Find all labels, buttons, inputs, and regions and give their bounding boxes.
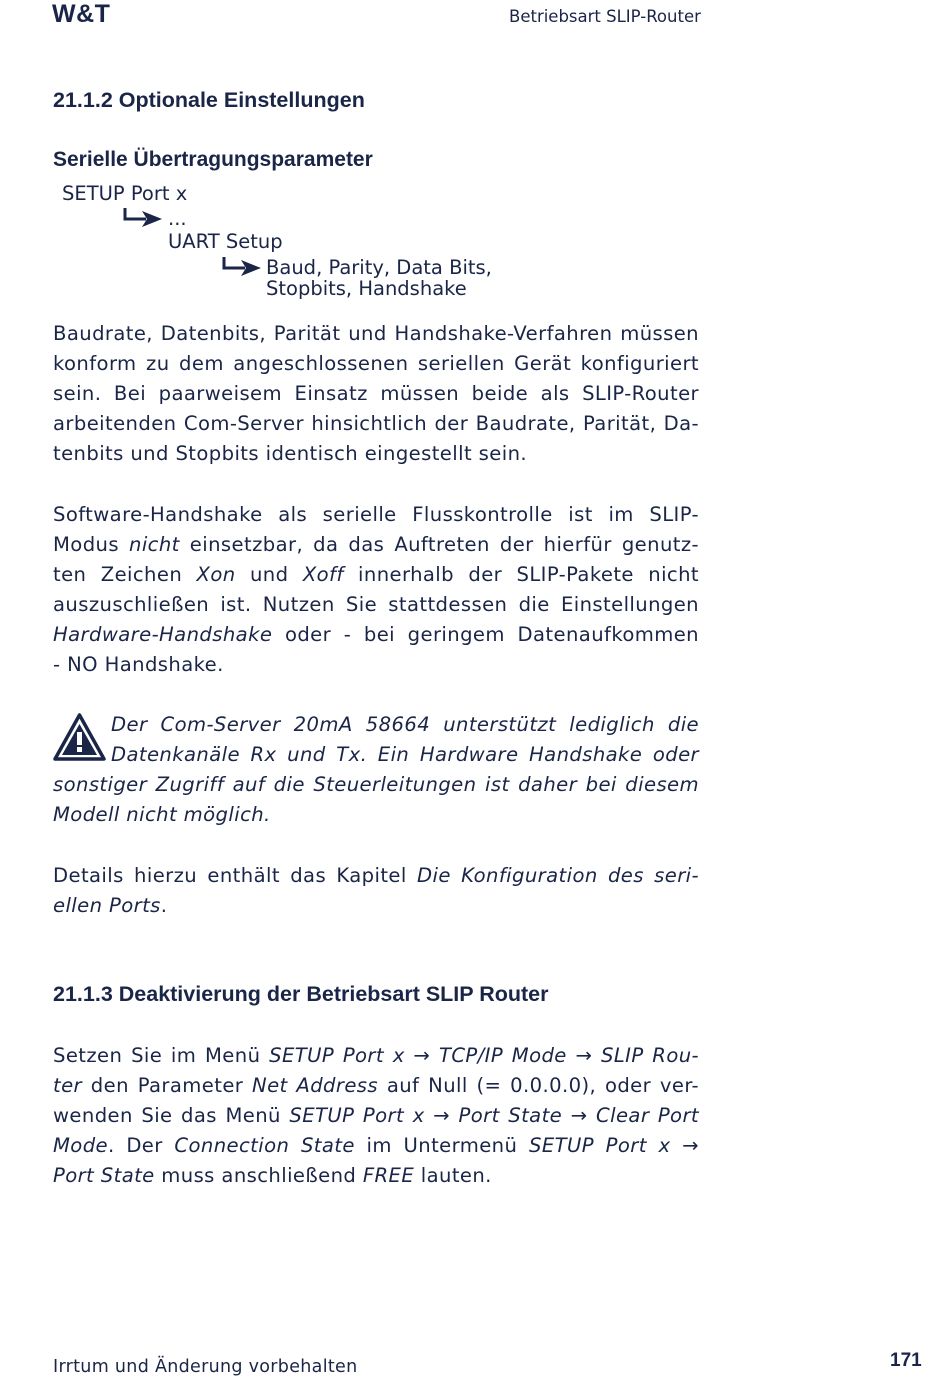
text-line: wenden Sie das Menü SETUP Port x → Port State → Clear Port bbox=[53, 1104, 699, 1127]
text-line: Software-Handshake als serielle Flusskontrolle ist im SLIP- bbox=[53, 503, 699, 526]
menu-path-level1: SETUP Port x bbox=[62, 182, 188, 205]
paragraph-deactivation bbox=[53, 1041, 699, 1191]
text-line: ellen Ports. bbox=[53, 894, 168, 917]
text-line: ter den Parameter Net Address auf Null (= 0.0.0.0), oder ver- bbox=[53, 1074, 700, 1097]
text-line: Datenkanäle Rx und Tx. Ein Hardware Handshake oder bbox=[111, 743, 699, 766]
section-heading-optional-settings: 21.1.2 Optionale Einstellungen bbox=[53, 88, 365, 112]
text-line: sonstiger Zugriff auf die Steuerleitungen ist daher bei diesem bbox=[53, 773, 699, 796]
menu-path-level3: UART Setup bbox=[168, 230, 283, 253]
text-line: - NO Handshake. bbox=[53, 653, 224, 676]
section-heading-deactivation: 21.1.3 Deaktivierung der Betriebsart SLIP Router bbox=[53, 982, 549, 1006]
paragraph-details-reference bbox=[53, 861, 699, 921]
text-line: tenbits und Stopbits identisch eingestellt sein. bbox=[53, 442, 528, 465]
text-line: auszuschließen ist. Nutzen Sie stattdessen die Einstellungen bbox=[53, 593, 699, 616]
text-line: Modus nicht einsetzbar, da das Auftreten der hierfür genutz- bbox=[53, 533, 699, 556]
text-line: Mode. Der Connection State im Untermenü SETUP Port x → bbox=[53, 1134, 699, 1157]
page-number: 171 bbox=[890, 1350, 922, 1371]
menu-path-level4-line2: Stopbits, Handshake bbox=[266, 277, 467, 300]
running-header-title: Betriebsart SLIP-Router bbox=[509, 7, 701, 26]
brand-logo: W&T bbox=[52, 0, 111, 28]
text-line: Modell nicht möglich. bbox=[53, 803, 271, 826]
warning-note bbox=[53, 710, 699, 830]
text-line: Port State muss anschließend FREE lauten. bbox=[53, 1164, 492, 1187]
subheading-serial-parameters: Serielle Übertragungsparameter bbox=[53, 148, 373, 171]
text-line: Setzen Sie im Menü SETUP Port x → TCP/IP Mode → SLIP Rou- bbox=[53, 1044, 699, 1067]
text-line: arbeitenden Com-Server hinsichtlich der Baudrate, Parität, Da- bbox=[53, 412, 699, 435]
footer-disclaimer: Irrtum und Änderung vorbehalten bbox=[53, 1357, 358, 1377]
menu-path-level2: ... bbox=[168, 207, 187, 230]
menu-path-level4-line1: Baud, Parity, Data Bits, bbox=[266, 256, 492, 279]
text-line: ten Zeichen Xon und Xoff innerhalb der SLIP-Pakete nicht bbox=[53, 563, 700, 586]
menu-arrow-icon bbox=[122, 206, 164, 230]
text-line: Details hierzu enthält das Kapitel Die Konfiguration des seri- bbox=[53, 864, 699, 887]
text-line: Baudrate, Datenbits, Parität und Handshake-Verfahren müssen bbox=[53, 322, 699, 345]
text-line: Der Com-Server 20mA 58664 unterstützt lediglich die bbox=[111, 713, 699, 736]
menu-arrow-icon bbox=[221, 255, 263, 279]
text-line: sein. Bei paarweisem Einsatz müssen beide als SLIP-Router bbox=[53, 382, 699, 405]
paragraph-serial-config bbox=[53, 319, 699, 469]
paragraph-software-handshake bbox=[53, 500, 699, 680]
text-line: Hardware-Handshake oder - bei geringem Datenaufkommen bbox=[53, 623, 699, 646]
text-line: konform zu dem angeschlossenen seriellen Gerät konfiguriert bbox=[53, 352, 699, 375]
